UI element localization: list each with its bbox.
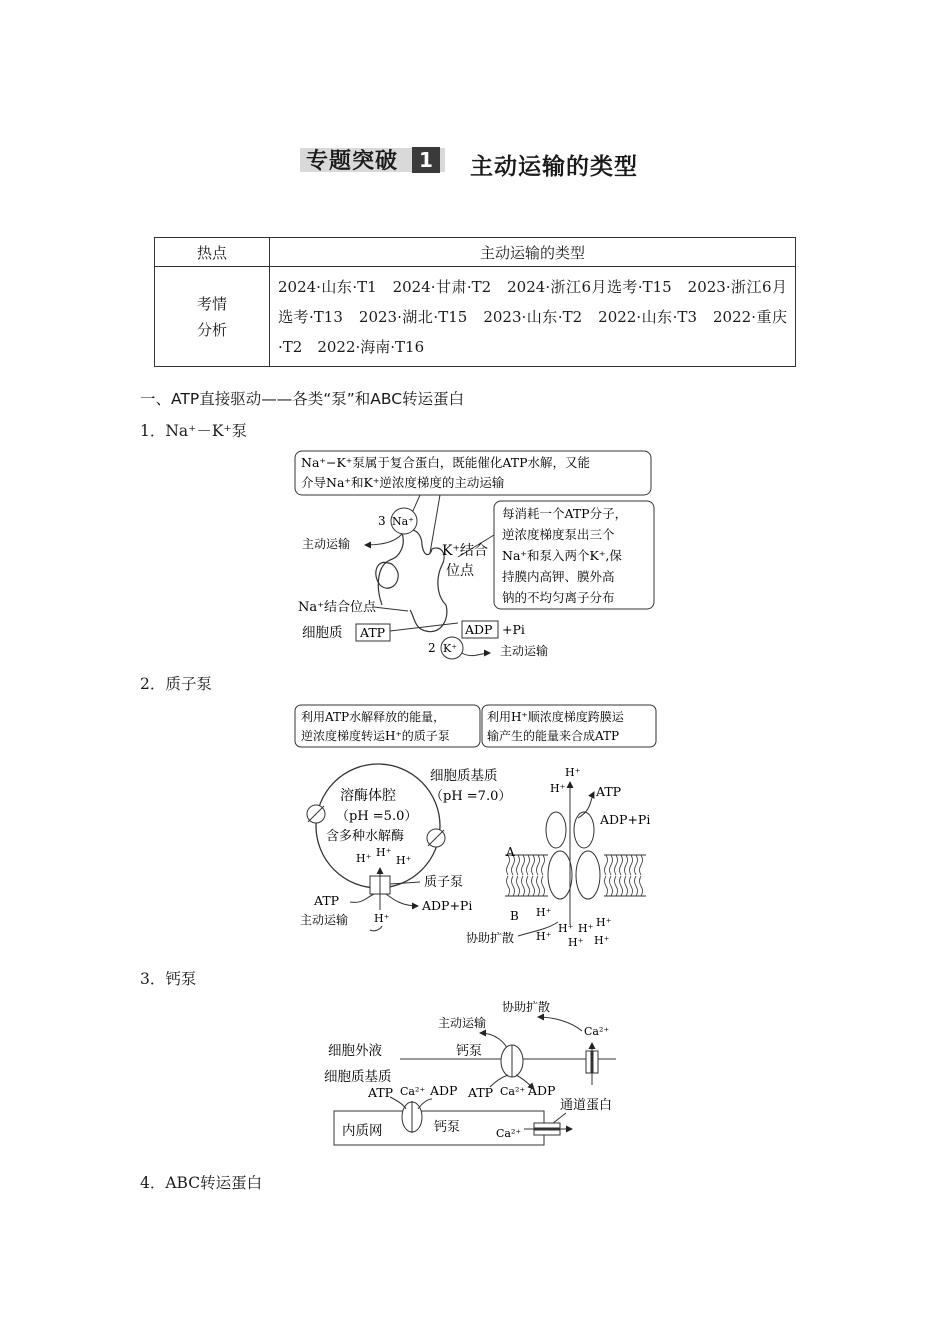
lysosome-cavity-label: 溶酶体腔 — [340, 788, 396, 804]
er-ca-out-label: Ca²⁺ — [496, 1127, 522, 1140]
er-pump-label: 钙泵 — [434, 1120, 461, 1135]
lysosome — [316, 764, 440, 888]
ca-facilitated-diffusion: 协助扩散 — [502, 1000, 551, 1014]
pp-callout2-line2: 输产生的能量来合成ATP — [487, 729, 620, 743]
lipid-tail — [542, 855, 545, 896]
hotspot-value: 主动运输的类型 — [270, 238, 796, 267]
h-ion-5: H⁺ — [565, 766, 581, 779]
pp-callout2-line1: 利用H⁺顺浓度梯度跨膜运 — [487, 710, 624, 724]
info-table — [154, 237, 796, 367]
analysis-label-line2: 分析 — [196, 320, 227, 339]
callout2-line2: 逆浓度梯度泵出三个 — [502, 527, 615, 542]
ph-inside-label: （pH =5.0） — [336, 809, 418, 824]
callout2-line1: 每消耗一个ATP分子， — [502, 506, 628, 521]
h-ion-6: H⁺ — [550, 782, 566, 795]
analysis-label-line1: 考情 — [196, 294, 227, 313]
label-b: B — [510, 909, 519, 923]
page-title: 主动运输的类型 — [470, 154, 638, 180]
topic-badge — [300, 144, 445, 174]
pump-protein-shape — [378, 529, 447, 631]
h-ion-1: H⁺ — [356, 852, 372, 865]
k-site-line2: 位点 — [446, 563, 474, 579]
na-count: 3 — [378, 514, 386, 528]
badge-number: 1 — [412, 147, 440, 173]
lipid-tail — [635, 855, 638, 896]
synthase-adp-pi-label: ADP+Pi — [600, 812, 651, 827]
badge-label: 专题突破 — [306, 149, 399, 174]
synthase-atp-label: ATP — [596, 784, 622, 799]
cytoplasm-label: 细胞质 — [302, 625, 343, 641]
callout2-line5: 钠的不均匀离子分布 — [502, 590, 615, 605]
lipid-tail — [620, 855, 623, 896]
calcium-pump-diagram — [320, 995, 620, 1150]
na-ion-label: Na⁺ — [392, 515, 414, 528]
item-abc-transporter: 4．ABC转运蛋白 — [140, 1174, 263, 1192]
h-ion-9: H⁺ — [578, 922, 594, 935]
pp-atp-label: ATP — [314, 893, 340, 908]
er-adp-label: ADP — [430, 1083, 458, 1098]
h-ion-12: H⁺ — [594, 934, 610, 947]
channel-protein-label: 通道蛋白 — [560, 1098, 613, 1113]
er-label: 内质网 — [342, 1123, 383, 1139]
ph-outside-label: （pH =7.0） — [430, 789, 512, 804]
adp-label: ADP — [465, 622, 493, 637]
h-ion-11: H⁺ — [568, 936, 584, 949]
lipid-tail — [507, 855, 510, 896]
lipid-tail — [615, 855, 618, 896]
active-transport-label-2: 主动运输 — [500, 644, 549, 658]
k-ion-label: K⁺ — [443, 642, 458, 655]
atp-synthase-head-left — [546, 812, 566, 848]
k-site-line1: K⁺结合 — [442, 543, 488, 559]
lipid-tail — [605, 855, 608, 896]
callout1-line1: Na⁺−K⁺泵属于复合蛋白，既能催化ATP水解，又能 — [301, 455, 590, 470]
lipid-tail — [527, 855, 530, 896]
lipid-tail — [512, 855, 515, 896]
section-heading: 一、ATP直接驱动——各类“泵”和ABC转运蛋白 — [140, 390, 465, 408]
h-ion-13: H⁺ — [536, 930, 552, 943]
h-ion-2: H⁺ — [376, 846, 392, 859]
analysis-value: 2024·山东·T1 2024·甘肃·T2 2024·浙江6月选考·T15 2023·浙江6月选考·T13 2023·湖北·T15 2023·山东·T2 2022·山东·T3 2022·重庆·T2 2022·海南·T16 — [270, 267, 796, 367]
label-a: A — [506, 845, 515, 859]
pp-adp-pi-label: ADP+Pi — [422, 898, 473, 913]
ca-active-transport: 主动运输 — [438, 1016, 487, 1030]
h-ion-10: H⁺ — [596, 916, 612, 929]
cytosol-matrix-label: 细胞质基质 — [324, 1069, 392, 1085]
ca-ion-top: Ca²⁺ — [584, 1025, 610, 1038]
pp-callout1-line2: 逆浓度梯度转运H⁺的质子泵 — [301, 729, 450, 743]
channel-protein-left — [586, 1051, 591, 1073]
na-site-label: Na⁺结合位点 — [298, 600, 376, 615]
lipid-tail — [640, 855, 643, 896]
pi-label: +Pi — [502, 622, 525, 637]
channel-protein-right — [593, 1051, 598, 1073]
item-proton-pump: 2．质子泵 — [140, 675, 212, 693]
pp-facilitated-diffusion: 协助扩散 — [466, 931, 515, 945]
atp-label: ATP — [360, 625, 386, 640]
lipid-tail — [532, 855, 535, 896]
extracellular-label: 细胞外液 — [328, 1043, 382, 1059]
pp-active-transport: 主动运输 — [300, 913, 349, 927]
atp-synthase-base-right — [576, 851, 600, 899]
item-calcium-pump: 3．钙泵 — [140, 970, 197, 988]
membrane-bilayer — [505, 855, 646, 896]
pp-callout1-line1: 利用ATP水解释放的能量， — [301, 710, 446, 724]
er-ca-label: Ca²⁺ — [400, 1085, 426, 1098]
pm-ca-label: Ca²⁺ — [500, 1085, 526, 1098]
proton-pump-label: 质子泵 — [424, 875, 464, 890]
lipid-tail — [625, 855, 628, 896]
item-na-k-pump: 1．Na⁺－K⁺泵 — [140, 422, 248, 440]
h-ion-3: H⁺ — [396, 854, 412, 867]
ca-pump-label: 钙泵 — [456, 1044, 483, 1059]
lipid-tail — [522, 855, 525, 896]
atp-synthase-head-right — [574, 812, 594, 848]
h-ion-7: H⁺ — [536, 906, 552, 919]
lipid-tail — [517, 855, 520, 896]
analysis-label — [155, 267, 270, 367]
pm-atp-label: ATP — [468, 1085, 494, 1100]
lipid-tail — [537, 855, 540, 896]
atp-synthase-base-left — [548, 851, 572, 899]
er-atp-label: ATP — [368, 1085, 394, 1100]
callout2-line4: 持膜内高钾、膜外高 — [502, 569, 615, 584]
hotspot-label: 热点 — [155, 238, 270, 267]
h-ion-4: H⁺ — [374, 912, 390, 925]
lipid-tail — [610, 855, 613, 896]
callout1-line2: 介导Na⁺和K⁺逆浓度梯度的主动运输 — [301, 475, 505, 490]
h-ion-8: H⁺ — [558, 922, 574, 935]
pm-adp-label: ADP — [528, 1083, 556, 1098]
hydrolases-label: 含多种水解酶 — [326, 829, 405, 844]
lipid-tail — [630, 855, 633, 896]
cytosol-label: 细胞质基质 — [430, 768, 498, 784]
callout2-line3: Na⁺和泵入两个K⁺,保 — [502, 548, 622, 563]
active-transport-label-1: 主动运输 — [302, 537, 351, 551]
k-count: 2 — [428, 641, 436, 655]
na-k-pump-diagram — [290, 445, 670, 665]
proton-pump-diagram — [290, 700, 670, 955]
